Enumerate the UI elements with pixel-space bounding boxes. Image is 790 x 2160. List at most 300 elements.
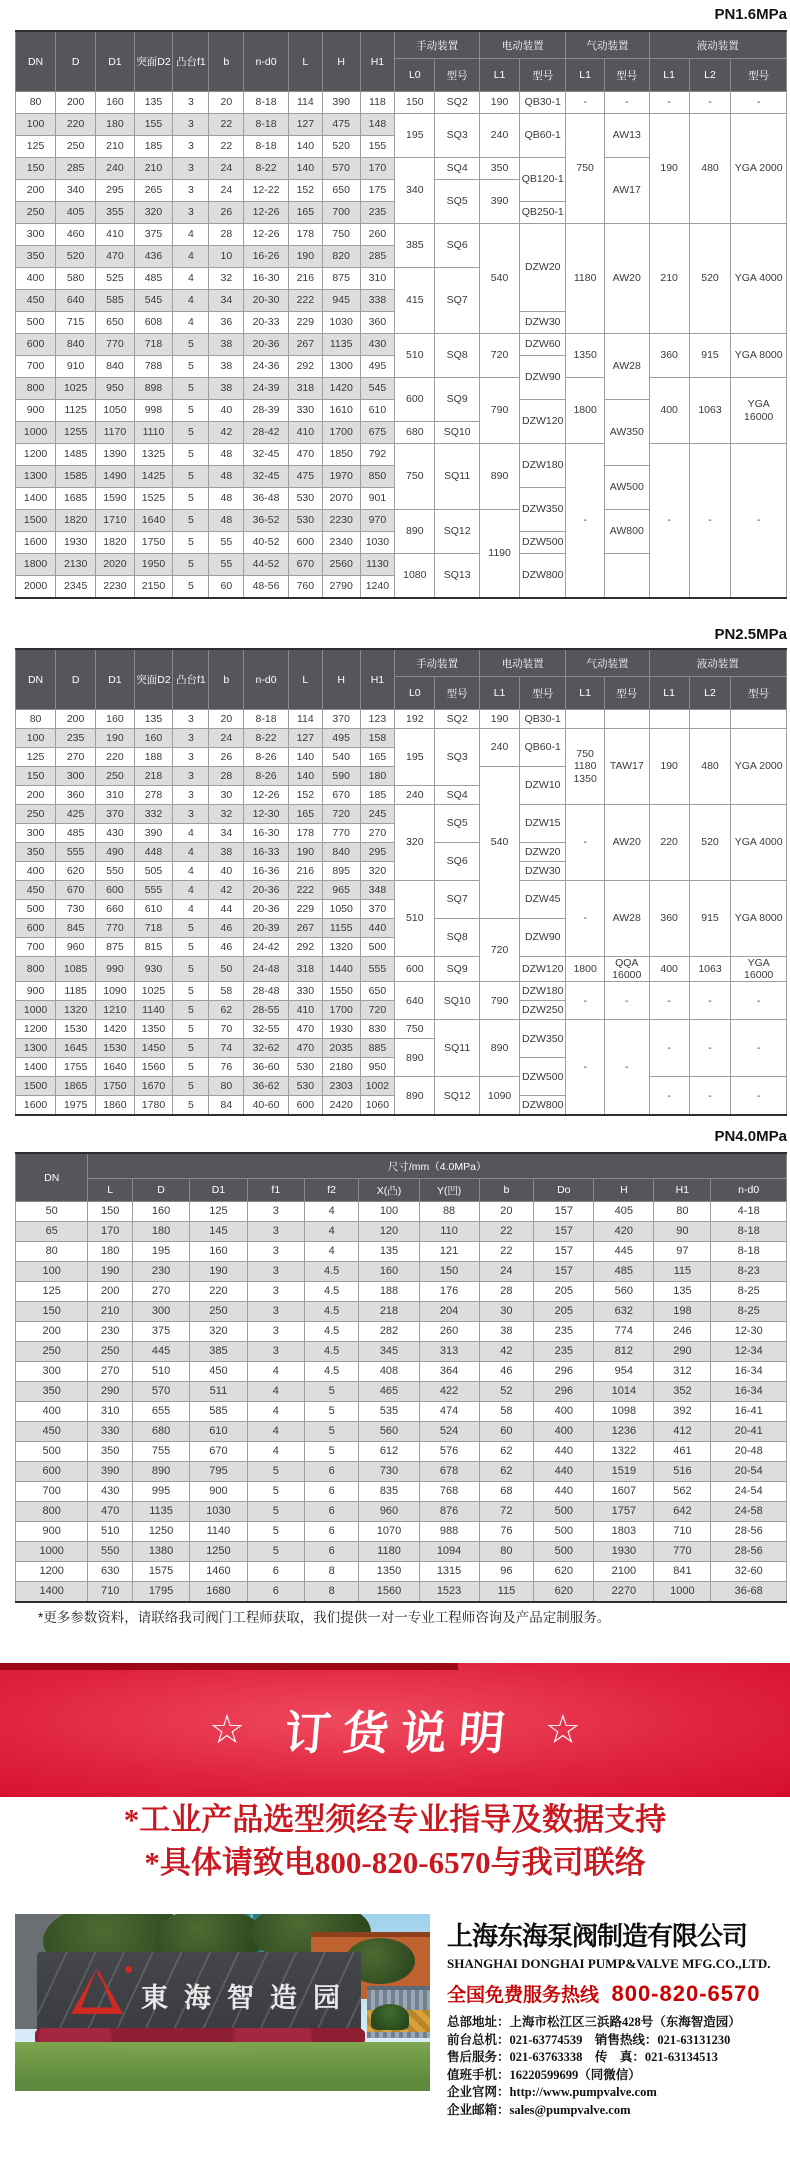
cell: 150 [395, 92, 435, 114]
table-row [16, 1442, 787, 1462]
cell: 125 [16, 136, 56, 158]
cell: 4 [247, 1402, 304, 1422]
cell: 4.5 [304, 1262, 359, 1282]
cell: - [649, 1020, 689, 1077]
cell: 80 [16, 710, 56, 729]
cell: 3 [173, 767, 209, 786]
cell: 495 [322, 729, 360, 748]
cell: 20-36 [244, 881, 289, 900]
cell: 216 [288, 268, 322, 290]
cell: 841 [654, 1562, 711, 1582]
table-row [16, 982, 787, 1001]
cell: 2000 [16, 576, 56, 599]
cell: DZW800 [520, 554, 566, 599]
col-header: D1 [96, 649, 135, 710]
cell: 36-52 [244, 510, 289, 532]
cell: - [689, 444, 731, 599]
cell: 620 [534, 1562, 594, 1582]
cell: 700 [16, 938, 56, 957]
col-header: L [288, 649, 322, 710]
cell: 890 [480, 444, 520, 510]
cell: 750 [395, 444, 435, 510]
cell: 40-52 [244, 532, 289, 554]
cell: 40 [209, 400, 244, 422]
cell [604, 710, 649, 729]
table-row [16, 378, 787, 400]
cell: 28-48 [244, 982, 289, 1001]
cell: 545 [360, 378, 395, 400]
cell: 250 [16, 202, 56, 224]
cell: 576 [419, 1442, 479, 1462]
cell: DZW350 [520, 1020, 566, 1058]
cell: 115 [654, 1262, 711, 1282]
cell: - [731, 982, 787, 1020]
cell: SQ4 [435, 786, 480, 805]
cell: 1240 [360, 576, 395, 599]
cell: 1460 [190, 1562, 248, 1582]
cell: 750 [566, 114, 605, 224]
hotline-label: 全国免费服务热线 [447, 1985, 600, 2006]
cell: 290 [88, 1382, 133, 1402]
cell: 585 [190, 1402, 248, 1422]
cell: 165 [288, 805, 322, 824]
cell: AW800 [604, 510, 649, 554]
cell: SQ6 [435, 224, 480, 268]
cell: 1180 [359, 1542, 419, 1562]
cell: 1315 [419, 1562, 479, 1582]
cell: 295 [360, 843, 395, 862]
cell: QB30-1 [520, 92, 566, 114]
cell: 485 [134, 268, 173, 290]
cell: 200 [56, 710, 96, 729]
cell: 5 [304, 1422, 359, 1442]
cell: 1135 [322, 334, 360, 356]
cell: 1070 [359, 1522, 419, 1542]
cell: 4 [173, 900, 209, 919]
cell: 850 [360, 466, 395, 488]
cell: 720 [480, 334, 520, 378]
cell: 450 [16, 881, 56, 900]
cell: 700 [322, 202, 360, 224]
cell: 750 [322, 224, 360, 246]
cell: 448 [134, 843, 173, 862]
cell: 535 [359, 1402, 419, 1422]
slogan-block [0, 1798, 790, 1884]
table-row [16, 1402, 787, 1422]
table-row [16, 1077, 787, 1096]
cell: DZW500 [520, 532, 566, 554]
donghai-logo-icon [71, 1968, 123, 2014]
cell: 46 [209, 938, 244, 957]
cell: 845 [56, 919, 96, 938]
cell: 176 [419, 1282, 479, 1302]
cell: 34 [209, 290, 244, 312]
cell: 4.5 [304, 1322, 359, 1342]
cell: 222 [288, 290, 322, 312]
cell: 278 [134, 786, 173, 805]
cell: 715 [56, 312, 96, 334]
cell: 36 [209, 312, 244, 334]
cell: 500 [360, 938, 395, 957]
cell: DZW180 [520, 982, 566, 1001]
cell: SQ10 [435, 982, 480, 1020]
cell: 5 [173, 1096, 209, 1116]
cell: 3 [173, 710, 209, 729]
cell: 350 [88, 1442, 133, 1462]
cell: 1060 [360, 1096, 395, 1116]
cell: 4 [304, 1242, 359, 1262]
cell: 24 [209, 729, 244, 748]
table-row [16, 334, 787, 356]
cell: 1390 [96, 444, 135, 466]
cell: 165 [288, 202, 322, 224]
cell: 1030 [360, 532, 395, 554]
col-header: H [322, 649, 360, 710]
cell: 8 [304, 1562, 359, 1582]
cell: 295 [96, 180, 135, 202]
cell: 600 [395, 378, 435, 422]
cell: 520 [56, 246, 96, 268]
cell: 3 [173, 786, 209, 805]
table-row [16, 92, 787, 114]
cell: 1380 [133, 1542, 190, 1562]
cell: - [689, 1077, 731, 1116]
cell: 282 [359, 1322, 419, 1342]
cell: 440 [360, 919, 395, 938]
cell: 890 [395, 1039, 435, 1077]
cell: 630 [88, 1562, 133, 1582]
cell: 338 [360, 290, 395, 312]
cell: 4.5 [304, 1342, 359, 1362]
cell: 760 [288, 576, 322, 599]
cell: - [566, 982, 605, 1020]
cell: 20-30 [244, 290, 289, 312]
table-row [16, 1522, 787, 1542]
cell: 157 [534, 1262, 594, 1282]
col-header: 凸台f1 [173, 649, 209, 710]
cell: 1185 [56, 982, 96, 1001]
cell: 2070 [322, 488, 360, 510]
cell: SQ3 [435, 114, 480, 158]
col-header: Do [534, 1179, 594, 1202]
company-name-cn: 上海东海泵阀制造有限公司 [447, 1921, 748, 1951]
table-row [16, 444, 787, 466]
cell: 300 [56, 767, 96, 786]
cell: 350 [16, 246, 56, 268]
cell: 46 [209, 919, 244, 938]
cell: 680 [395, 422, 435, 444]
cell: DZW20 [520, 843, 566, 862]
cell: 240 [480, 114, 520, 158]
cell: 900 [16, 1522, 88, 1542]
cell: 990 [96, 957, 135, 982]
cell: SQ13 [435, 554, 480, 599]
cell: 204 [419, 1302, 479, 1322]
cell [731, 710, 787, 729]
cell: 97 [654, 1242, 711, 1262]
cell: 270 [133, 1282, 190, 1302]
cell: 28 [209, 224, 244, 246]
cell: 350 [480, 158, 520, 180]
table-row [16, 805, 787, 824]
col-header: 气动装置 [566, 649, 649, 677]
cell: 445 [594, 1242, 654, 1262]
cell: 4 [173, 824, 209, 843]
cell: 345 [359, 1342, 419, 1362]
cell: 1063 [689, 957, 731, 982]
cell: 1210 [96, 1001, 135, 1020]
cell: - [604, 982, 649, 1020]
cell: 229 [288, 900, 322, 919]
cell: 370 [322, 710, 360, 729]
cell: 16-34 [711, 1362, 787, 1382]
cell: 3 [247, 1302, 304, 1322]
cell: 140 [288, 767, 322, 786]
cell: SQ11 [435, 444, 480, 510]
cell: 1500 [16, 1077, 56, 1096]
cell: SQ3 [435, 729, 480, 786]
cell: 642 [654, 1502, 711, 1522]
cell: 16-36 [244, 862, 289, 881]
table-row [16, 1582, 787, 1603]
col-header: H1 [360, 31, 395, 92]
cell: 20-54 [711, 1462, 787, 1482]
cell: - [689, 1020, 731, 1077]
cell: 40 [209, 862, 244, 881]
cell: 1200 [16, 1562, 88, 1582]
cell: 640 [56, 290, 96, 312]
col-header: 突面D2 [134, 31, 173, 92]
table-row [16, 1020, 787, 1039]
cell: 1320 [56, 1001, 96, 1020]
cell: 100 [16, 114, 56, 136]
cell: 34 [209, 824, 244, 843]
cell: 24-54 [711, 1482, 787, 1502]
cell: - [731, 1077, 787, 1116]
cell: 400 [16, 862, 56, 881]
cell: 4 [173, 312, 209, 334]
col-header: D1 [190, 1179, 248, 1202]
cell: 192 [395, 710, 435, 729]
cell: 320 [395, 805, 435, 881]
cell: 480 [689, 729, 731, 805]
cell: 5 [173, 1077, 209, 1096]
photo-lawn [15, 2042, 430, 2091]
logo-dot-icon [125, 1966, 132, 1973]
cell: 500 [16, 1442, 88, 1462]
cell: 1865 [56, 1077, 96, 1096]
cell: 8-18 [711, 1242, 787, 1262]
contact-line: 企业邮箱：sales@pumpvalve.com [447, 2102, 631, 2117]
cell: 60 [479, 1422, 534, 1442]
cell: 5 [173, 466, 209, 488]
cell: 250 [88, 1342, 133, 1362]
cell: 1930 [56, 532, 96, 554]
cell: 8-25 [711, 1282, 787, 1302]
cell: 6 [304, 1482, 359, 1502]
cell: 250 [56, 136, 96, 158]
cell: 530 [288, 488, 322, 510]
cell: 600 [96, 881, 135, 900]
col-header: D [56, 31, 96, 92]
cell: 28 [479, 1282, 534, 1302]
cell: 1140 [190, 1522, 248, 1542]
cell: 485 [56, 824, 96, 843]
cell: 178 [288, 824, 322, 843]
table-title-pn25: PN2.5MPa [714, 626, 787, 643]
cell: 405 [56, 202, 96, 224]
cell: 12-30 [711, 1322, 787, 1342]
cell: 8-26 [244, 767, 289, 786]
cell: 180 [88, 1242, 133, 1262]
cell [566, 710, 605, 729]
cell: 412 [654, 1422, 711, 1442]
cell: 350 [16, 843, 56, 862]
cell: 4 [247, 1442, 304, 1462]
cell: DZW90 [520, 919, 566, 957]
cell: 175 [360, 180, 395, 202]
cell: 5 [247, 1522, 304, 1542]
cell: 222 [288, 881, 322, 900]
cell: 260 [360, 224, 395, 246]
cell: 24-42 [244, 938, 289, 957]
pn25-spec-table [15, 648, 787, 1116]
cell: 150 [16, 158, 56, 180]
banner-title: 订货说明 [282, 1707, 520, 1759]
table-row [16, 729, 787, 748]
cell: 555 [56, 843, 96, 862]
cell: 4 [304, 1202, 359, 1222]
cell: 5 [173, 444, 209, 466]
cell: 1000 [654, 1582, 711, 1603]
cell: 364 [419, 1362, 479, 1382]
cell: 157 [534, 1222, 594, 1242]
cell: SQ7 [435, 268, 480, 334]
cell: 16-30 [244, 824, 289, 843]
cell: 5 [173, 488, 209, 510]
cell: 410 [288, 1001, 322, 1020]
cell: 1300 [16, 466, 56, 488]
cell: 900 [16, 400, 56, 422]
cell: 965 [322, 881, 360, 900]
cell: 3 [247, 1282, 304, 1302]
cell: 390 [480, 180, 520, 224]
cell: 30 [479, 1302, 534, 1322]
cell: 470 [88, 1502, 133, 1522]
cell: 1850 [322, 444, 360, 466]
cell: 5 [247, 1502, 304, 1522]
cell: 36-62 [244, 1077, 289, 1096]
cell: 988 [419, 1522, 479, 1542]
cell: DZW60 [520, 334, 566, 356]
col-header: 型号 [435, 677, 480, 710]
cell: 16-34 [711, 1382, 787, 1402]
cell: 218 [134, 767, 173, 786]
cell: 32-62 [244, 1039, 289, 1058]
cell: 270 [88, 1362, 133, 1382]
cell: DZW120 [520, 400, 566, 444]
slogan-line: *工业产品选型须经专业指导及数据支持 [123, 1802, 667, 1837]
cell: 510 [133, 1362, 190, 1382]
cell: 520 [689, 805, 731, 881]
cell: 2345 [56, 576, 96, 599]
cell: 1530 [56, 1020, 96, 1039]
cell: 1125 [56, 400, 96, 422]
cell: 461 [654, 1442, 711, 1462]
cell: 110 [419, 1222, 479, 1242]
cell: 500 [534, 1542, 594, 1562]
cell: 510 [88, 1522, 133, 1542]
cell: 1255 [56, 422, 96, 444]
cell: DZW10 [520, 767, 566, 805]
cell: 480 [689, 114, 731, 224]
cell: 2790 [322, 576, 360, 599]
cell: 350 [16, 1382, 88, 1402]
cell: 24-58 [711, 1502, 787, 1522]
cell: 285 [56, 158, 96, 180]
cell: 400 [16, 268, 56, 290]
col-header: DN [16, 31, 56, 92]
cell: 90 [654, 1222, 711, 1242]
cell: 114 [288, 92, 322, 114]
cell: 235 [534, 1322, 594, 1342]
cell: 330 [288, 400, 322, 422]
cell: 998 [134, 400, 173, 422]
cell: 390 [134, 824, 173, 843]
cell: 6 [247, 1582, 304, 1603]
cell: 954 [594, 1362, 654, 1382]
cell: 800 [16, 957, 56, 982]
cell: 400 [16, 1402, 88, 1422]
cell: 670 [56, 881, 96, 900]
cell: 495 [360, 356, 395, 378]
cell: 5 [173, 576, 209, 599]
col-header: L2 [689, 677, 731, 710]
cell: 4 [247, 1382, 304, 1402]
col-header: b [209, 649, 244, 710]
cell: 74 [209, 1039, 244, 1058]
cell: SQ8 [435, 334, 480, 378]
cell: SQ2 [435, 92, 480, 114]
cell: 1400 [16, 488, 56, 510]
cell: 440 [534, 1462, 594, 1482]
cell: 2303 [322, 1077, 360, 1096]
cell: 26 [209, 202, 244, 224]
cell: 2020 [96, 554, 135, 576]
cell: 375 [133, 1322, 190, 1342]
cell: 220 [649, 805, 689, 881]
cell: 6 [304, 1502, 359, 1522]
cell: 768 [419, 1482, 479, 1502]
cell: 310 [88, 1402, 133, 1422]
cell: 1420 [322, 378, 360, 400]
cell: 292 [288, 356, 322, 378]
cell: 32-55 [244, 1020, 289, 1039]
table-row [16, 710, 787, 729]
cell: 485 [594, 1262, 654, 1282]
cell: 200 [16, 786, 56, 805]
cell: 38 [479, 1322, 534, 1342]
cell: 680 [133, 1422, 190, 1442]
cell: 36-48 [244, 488, 289, 510]
cell: 410 [288, 422, 322, 444]
cell: 898 [134, 378, 173, 400]
cell: 385 [395, 224, 435, 268]
cell: 1820 [56, 510, 96, 532]
cell: 525 [96, 268, 135, 290]
cell: 320 [190, 1322, 248, 1342]
cell: 140 [288, 158, 322, 180]
